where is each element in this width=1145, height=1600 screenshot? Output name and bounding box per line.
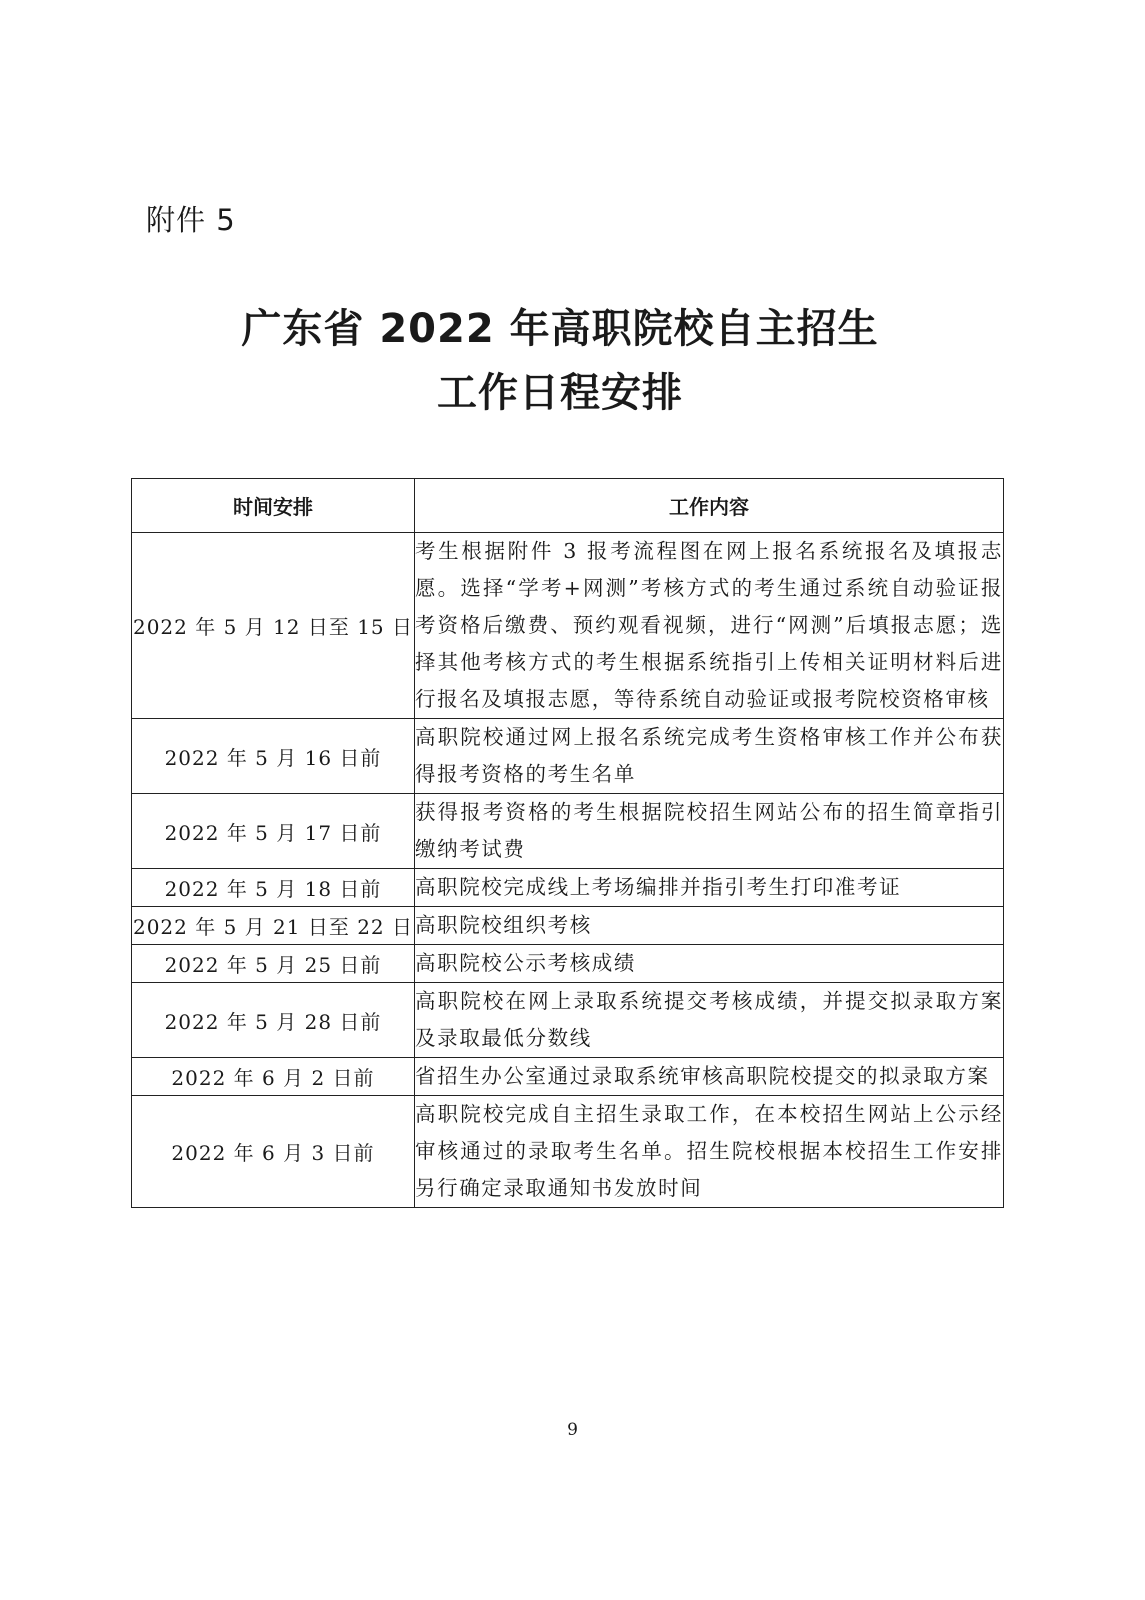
table-row — [132, 719, 1004, 794]
row-content: 高职院校组织考核 — [415, 907, 1004, 945]
row-time: 2022 年 5 月 17 日前 — [132, 794, 415, 869]
row-time: 2022 年 5 月 21 日至 22 日 — [132, 907, 415, 945]
attachment-label: 附件 5 — [146, 203, 236, 237]
row-time: 2022 年 6 月 3 日前 — [132, 1096, 415, 1208]
row-content: 省招生办公室通过录取系统审核高职院校提交的拟录取方案 — [415, 1058, 1004, 1096]
table-row — [132, 1096, 1004, 1208]
row-time: 2022 年 5 月 25 日前 — [132, 945, 415, 983]
header-time: 时间安排 — [132, 479, 415, 533]
row-time: 2022 年 5 月 18 日前 — [132, 869, 415, 907]
table-row — [132, 983, 1004, 1058]
page-number: 9 — [567, 1420, 578, 1440]
header-content: 工作内容 — [415, 479, 1004, 533]
schedule-table — [131, 478, 1004, 1208]
row-content: 高职院校公示考核成绩 — [415, 945, 1004, 983]
table-header-row — [132, 479, 1004, 533]
row-content: 考生根据附件 3 报考流程图在网上报名系统报名及填报志愿。选择“学考+网测”考核方式的考生通过系统自动验证报考资格后缴费、预约观看视频，进行“网测”后填报志愿；选择其他考核方式的考生根据系统指引上传相关证明材料后进行报名及填报志愿，等待系统自动验证或报考院校资格审核 — [415, 533, 1004, 719]
document-title-line-1: 广东省 2022 年高职院校自主招生 — [241, 306, 879, 352]
row-content: 高职院校通过网上报名系统完成考生资格审核工作并公布获得报考资格的考生名单 — [415, 719, 1004, 794]
row-content: 高职院校完成自主招生录取工作，在本校招生网站上公示经审核通过的录取考生名单。招生院校根据本校招生工作安排另行确定录取通知书发放时间 — [415, 1096, 1004, 1208]
row-content: 高职院校在网上录取系统提交考核成绩，并提交拟录取方案及录取最低分数线 — [415, 983, 1004, 1058]
row-time: 2022 年 5 月 28 日前 — [132, 983, 415, 1058]
table-row — [132, 869, 1004, 907]
table-row — [132, 945, 1004, 983]
row-time: 2022 年 6 月 2 日前 — [132, 1058, 415, 1096]
table-row — [132, 794, 1004, 869]
row-time: 2022 年 5 月 16 日前 — [132, 719, 415, 794]
table-row — [132, 907, 1004, 945]
row-content: 高职院校完成线上考场编排并指引考生打印准考证 — [415, 869, 1004, 907]
row-content: 获得报考资格的考生根据院校招生网站公布的招生简章指引缴纳考试费 — [415, 794, 1004, 869]
table-row — [132, 1058, 1004, 1096]
row-time: 2022 年 5 月 12 日至 15 日 — [132, 533, 415, 719]
document-title-line-2: 工作日程安排 — [437, 370, 683, 416]
table-row — [132, 533, 1004, 719]
